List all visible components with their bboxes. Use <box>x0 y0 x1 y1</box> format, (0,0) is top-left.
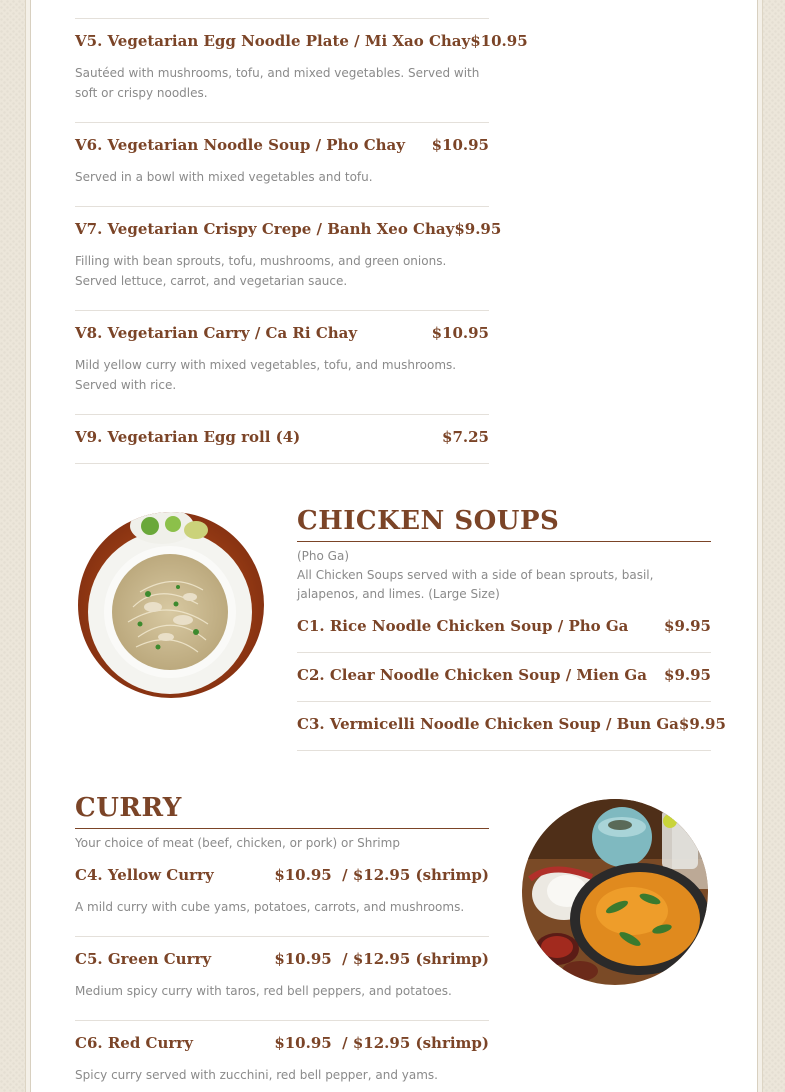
item-price: $10.95 <box>431 324 489 342</box>
menu-item-v6 <box>75 136 489 187</box>
divider <box>75 122 489 123</box>
menu-item-c2 <box>297 666 711 684</box>
heading-underline <box>75 828 489 829</box>
heading-underline <box>297 541 711 542</box>
item-price: $10.95 <box>470 32 528 50</box>
item-price: $7.25 <box>442 428 489 446</box>
item-description: Sautéed with mushrooms, tofu, and mixed vegetables. Served with soft or crispy noodles. <box>75 66 480 100</box>
item-name: C5. Green Curry <box>75 950 212 968</box>
pho-ga-photo <box>78 512 264 698</box>
menu-item-v7 <box>75 220 502 291</box>
menu-item-c6 <box>75 1034 489 1085</box>
item-description: Filling with bean sprouts, tofu, mushrooms, and green onions. Served lettuce, carrot, and vegetarian sauce. <box>75 254 447 288</box>
section-title-curry: CURRY <box>75 793 182 823</box>
section-note: Your choice of meat (beef, chicken, or pork) or Shrimp <box>75 836 400 850</box>
divider <box>297 701 711 702</box>
item-name: V6. Vegetarian Noodle Soup / Pho Chay <box>75 136 405 154</box>
item-price: $9.95 <box>454 220 502 238</box>
divider <box>297 750 711 751</box>
divider <box>75 1020 489 1021</box>
divider <box>75 414 489 415</box>
menu-item-c5 <box>75 950 489 1001</box>
item-name: C2. Clear Noodle Chicken Soup / Mien Ga <box>297 666 647 684</box>
item-price: $10.95 / $12.95 (shrimp) <box>274 1034 489 1052</box>
item-name: C6. Red Curry <box>75 1034 193 1052</box>
item-name: V7. Vegetarian Crispy Crepe / Banh Xeo Chay <box>75 220 455 238</box>
item-name: V5. Vegetarian Egg Noodle Plate / Mi Xao Chay <box>75 32 471 50</box>
divider <box>75 936 489 937</box>
item-name: C1. Rice Noodle Chicken Soup / Pho Ga <box>297 617 629 635</box>
item-price: $9.95 <box>678 715 726 733</box>
item-price: $10.95 / $12.95 (shrimp) <box>274 866 489 884</box>
item-description: A mild curry with cube yams, potatoes, carrots, and mushrooms. <box>75 900 465 914</box>
item-name: V8. Vegetarian Carry / Ca Ri Chay <box>75 324 358 342</box>
menu-item-c3 <box>297 715 726 733</box>
item-description: Spicy curry served with zucchini, red bell pepper, and yams. <box>75 1068 438 1082</box>
item-name: V9. Vegetarian Egg roll (4) <box>75 428 301 446</box>
section-title-chicken-soups: CHICKEN SOUPS <box>297 506 560 536</box>
menu-item-v5 <box>75 32 528 103</box>
menu-item-c4 <box>75 866 489 917</box>
divider <box>75 463 489 464</box>
item-description: Mild yellow curry with mixed vegetables, tofu, and mushrooms. Served with rice. <box>75 358 457 392</box>
item-name: C4. Yellow Curry <box>75 866 214 884</box>
menu-item-v9 <box>75 428 489 446</box>
menu-item-v8 <box>75 324 489 395</box>
item-name: C3. Vermicelli Noodle Chicken Soup / Bun Ga <box>297 715 679 733</box>
divider <box>297 652 711 653</box>
item-price: $9.95 <box>664 666 711 684</box>
item-price: $10.95 / $12.95 (shrimp) <box>274 950 489 968</box>
section-note: All Chicken Soups served with a side of bean sprouts, basil, jalapenos, and limes. (Large Size) <box>297 568 654 601</box>
item-description: Medium spicy curry with taros, red bell peppers, and potatoes. <box>75 984 452 998</box>
menu-item-c1 <box>297 617 711 635</box>
divider <box>75 18 489 19</box>
divider <box>75 310 489 311</box>
divider <box>75 206 489 207</box>
section-subtitle: (Pho Ga) <box>297 549 350 563</box>
item-price: $9.95 <box>664 617 711 635</box>
item-price: $10.95 <box>431 136 489 154</box>
curry-photo <box>522 799 708 985</box>
item-description: Served in a bowl with mixed vegetables and tofu. <box>75 170 373 184</box>
